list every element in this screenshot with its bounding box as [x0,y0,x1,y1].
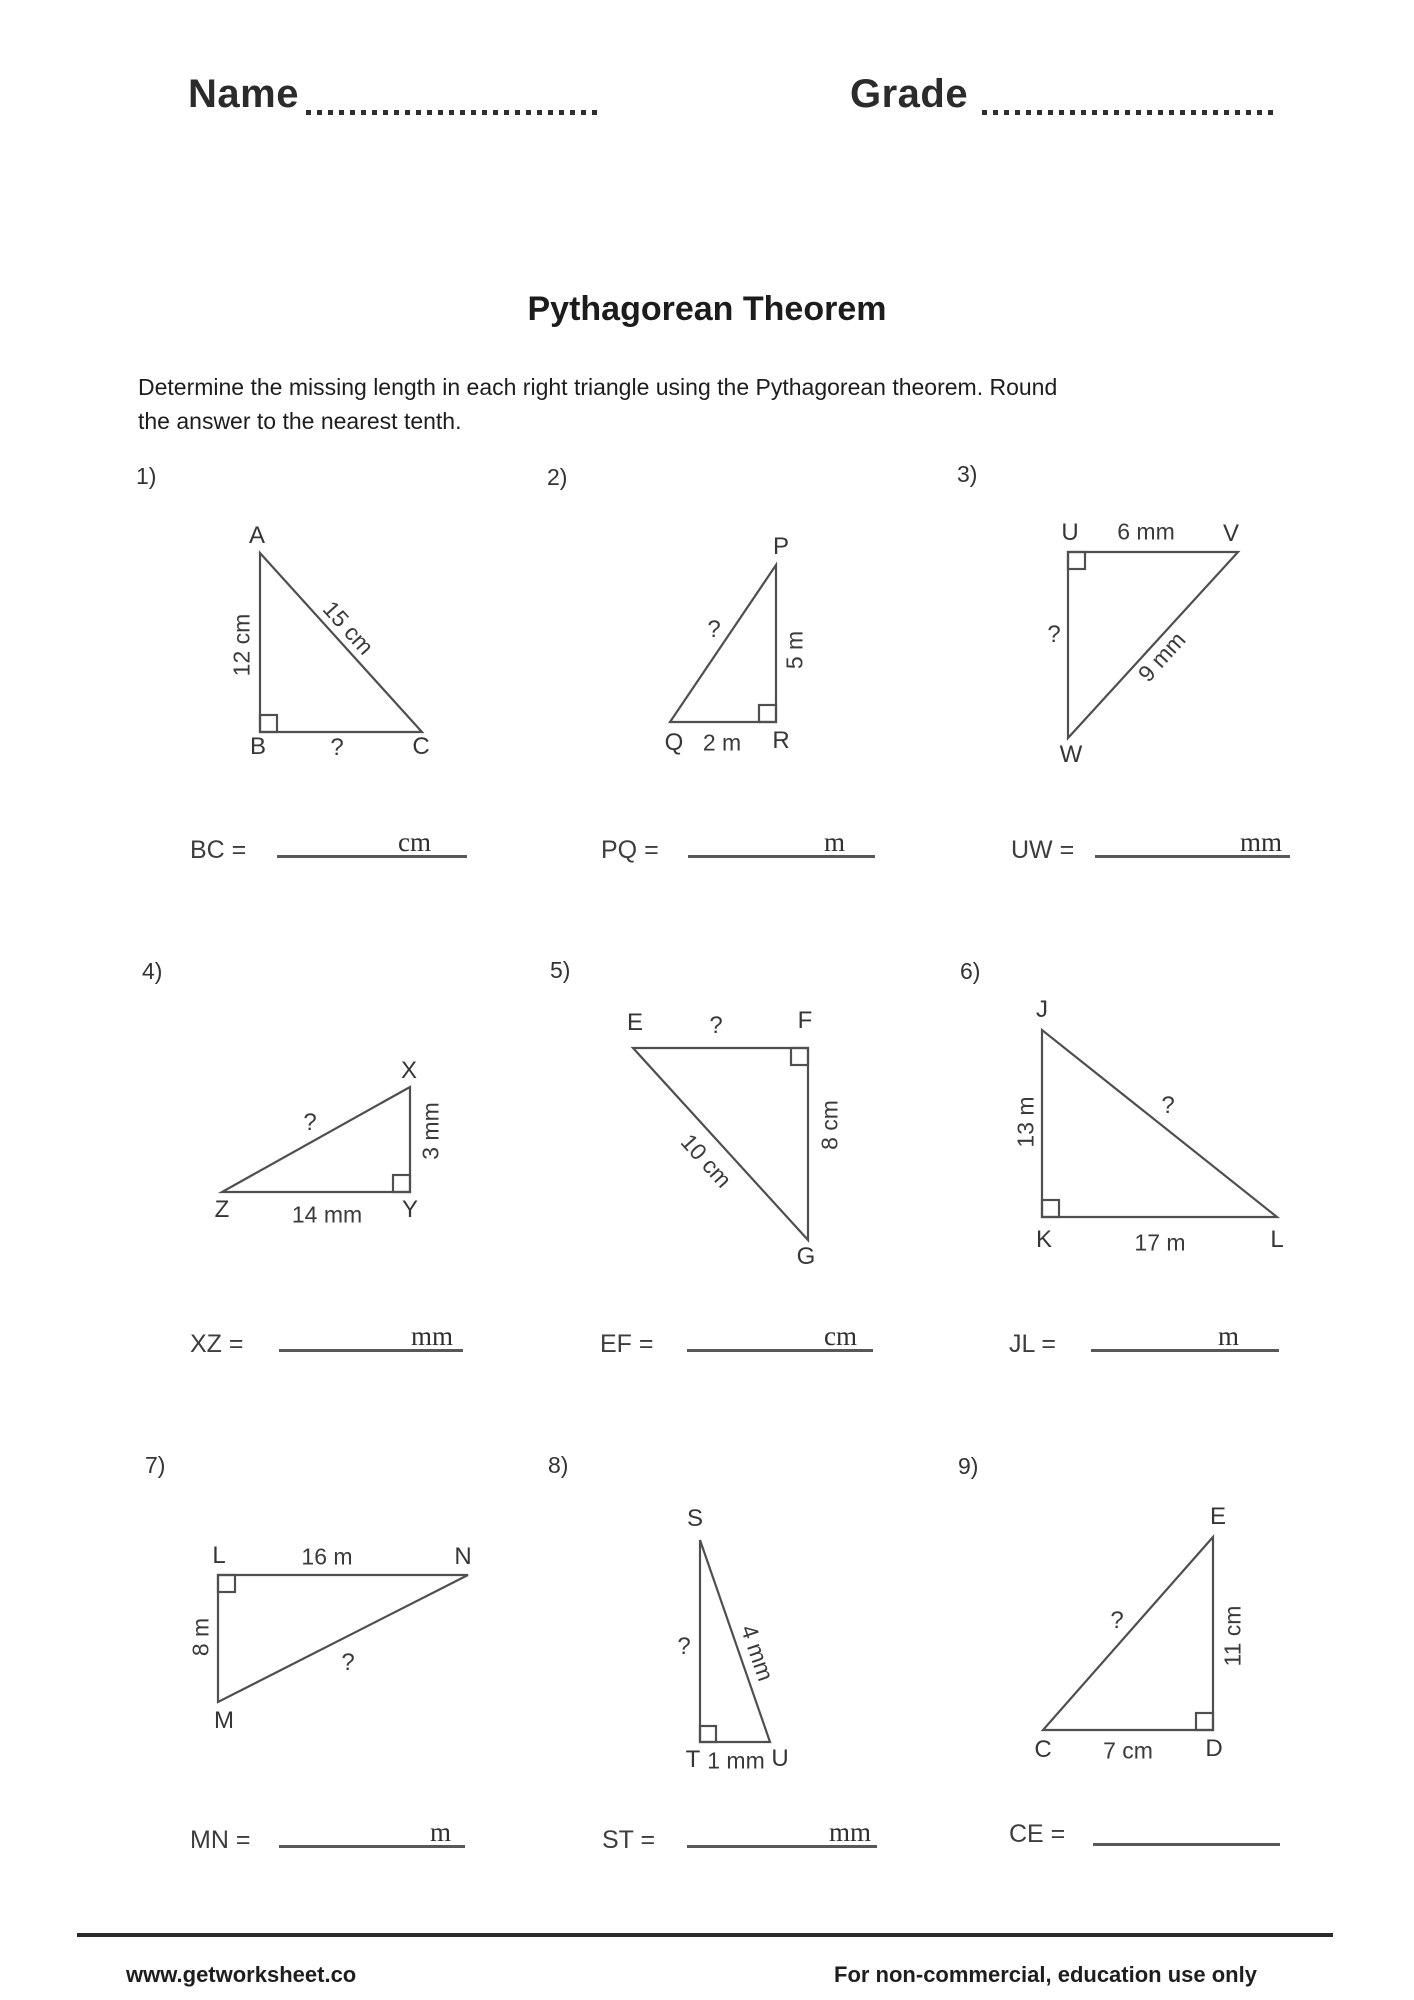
answer-label-4: XZ = [190,1330,244,1358]
missing-side-label: ? [1047,621,1061,648]
side-label: 7 cm [1103,1737,1153,1764]
side-label: 4 mm [735,1621,780,1685]
problem-number-8: 8) [548,1452,569,1478]
side-label: 16 m [301,1543,353,1570]
side-label: 2 m [702,729,742,756]
right-angle-marker-1 [260,715,277,732]
missing-side-label: ? [709,1012,723,1039]
answer-blank-2 [688,825,875,858]
problem-number-9: 9) [958,1453,979,1479]
triangle-7 [218,1575,468,1702]
name-label: Name [188,72,299,116]
answer-label-8: ST = [602,1826,656,1854]
triangle-9 [1043,1537,1213,1730]
answer-label-6: JL = [1009,1330,1057,1358]
problem-number-7: 7) [145,1452,166,1478]
vertex-label: P [772,533,790,560]
answer-unit-2: m [823,827,845,857]
answer-unit-4: mm [410,1321,453,1351]
answer-unit-6: m [1217,1321,1239,1351]
vertex-label: U [1061,519,1079,546]
missing-side-label: ? [341,1649,355,1676]
side-label: 13 m [1012,1096,1039,1148]
answer-blank-9 [1093,1813,1280,1846]
vertex-label: D [1205,1735,1223,1762]
vertex-label: W [1059,741,1083,768]
right-angle-marker-7 [218,1575,235,1592]
triangle-5 [633,1048,808,1240]
problem-number-4: 4) [142,958,163,984]
side-label: 11 cm [1219,1605,1246,1667]
problem-number-3: 3) [957,461,978,487]
missing-side-label: ? [330,734,344,761]
answer-label-1: BC = [190,836,247,864]
vertex-label: T [685,1746,701,1773]
footer-site-url: www.getworksheet.co [126,1962,357,1987]
vertex-label: L [212,1542,226,1569]
problem-number-2: 2) [547,464,568,490]
problem-number-1: 1) [136,463,157,489]
side-label: 8 cm [816,1100,843,1150]
side-label: 3 mm [417,1102,444,1160]
footer-license-note: For non-commercial, education use only [834,1962,1257,1987]
side-label: 5 m [781,630,808,670]
vertex-label: F [797,1007,813,1034]
answer-label-5: EF = [600,1330,654,1358]
vertex-label: M [214,1707,234,1734]
vertex-label: V [1222,520,1240,547]
side-label: 15 cm [317,595,379,660]
vertex-label: E [1209,1503,1227,1530]
right-angle-marker-6 [1042,1200,1059,1217]
vertex-label: J [1036,996,1048,1023]
answer-label-3: UW = [1011,836,1075,864]
side-label: 12 cm [228,613,255,677]
vertex-label: R [772,727,790,754]
vertex-label: N [454,1543,472,1570]
side-label: 14 mm [291,1201,363,1228]
vertex-label: Z [214,1196,230,1223]
right-angle-marker-4 [393,1175,410,1192]
vertex-label: B [249,733,267,760]
side-label: 9 mm [1132,626,1191,687]
vertex-label: C [1034,1736,1052,1763]
page-title: Pythagorean Theorem [527,290,887,328]
answer-blank-3 [1095,825,1290,858]
right-angle-marker-8 [700,1726,716,1742]
vertex-label: Q [664,729,684,756]
problem-number-5: 5) [550,957,571,983]
answer-blank-4 [279,1319,463,1352]
answer-blank-8 [687,1815,877,1848]
answer-blank-1 [277,825,467,858]
missing-side-label: ? [707,616,721,643]
missing-side-label: ? [303,1109,317,1136]
vertex-label: E [626,1009,644,1036]
answer-label-2: PQ = [601,836,659,864]
answer-unit-8: mm [828,1817,871,1847]
missing-side-label: ? [677,1633,691,1660]
side-label: 6 mm [1117,518,1175,545]
vertex-label: X [400,1057,418,1084]
answer-unit-7: m [429,1817,451,1847]
triangle-4 [222,1087,410,1192]
vertex-label: A [248,522,266,549]
missing-side-label: ? [1161,1092,1175,1119]
triangle-1 [260,553,422,732]
vertex-label: G [796,1243,816,1270]
right-angle-marker-5 [791,1048,808,1065]
answer-unit-1: cm [398,827,431,857]
side-label: 10 cm [675,1128,737,1193]
vertex-label: C [412,733,430,760]
triangle-6 [1042,1030,1277,1217]
side-label: 8 m [187,1617,214,1657]
right-angle-marker-3 [1068,552,1085,569]
footer-divider [77,1933,1333,1937]
side-label: 1 mm [707,1747,765,1774]
answer-blank-5 [687,1319,873,1352]
side-label: 17 m [1134,1229,1186,1256]
instructions-line1: Determine the missing length in each right triangle using the Pythagorean theorem. Round [138,374,1058,400]
right-angle-marker-2 [759,705,776,722]
answer-unit-5: cm [824,1321,857,1351]
right-angle-marker-9 [1196,1713,1213,1730]
vertex-label: K [1035,1226,1053,1253]
missing-side-label: ? [1110,1607,1124,1634]
vertex-label: Y [401,1196,419,1223]
answer-label-7: MN = [190,1826,251,1854]
triangle-2 [670,565,776,722]
answer-label-9: CE = [1009,1820,1066,1848]
answer-blank-7 [279,1815,465,1848]
vertex-label: S [686,1505,704,1532]
vertex-label: L [1270,1226,1284,1253]
answer-blank-6 [1091,1319,1279,1352]
problem-number-6: 6) [960,958,981,984]
grade-label: Grade [850,72,969,116]
instructions-line2: the answer to the nearest tenth. [138,408,462,434]
vertex-label: U [771,1745,789,1772]
answer-unit-3: mm [1239,827,1282,857]
